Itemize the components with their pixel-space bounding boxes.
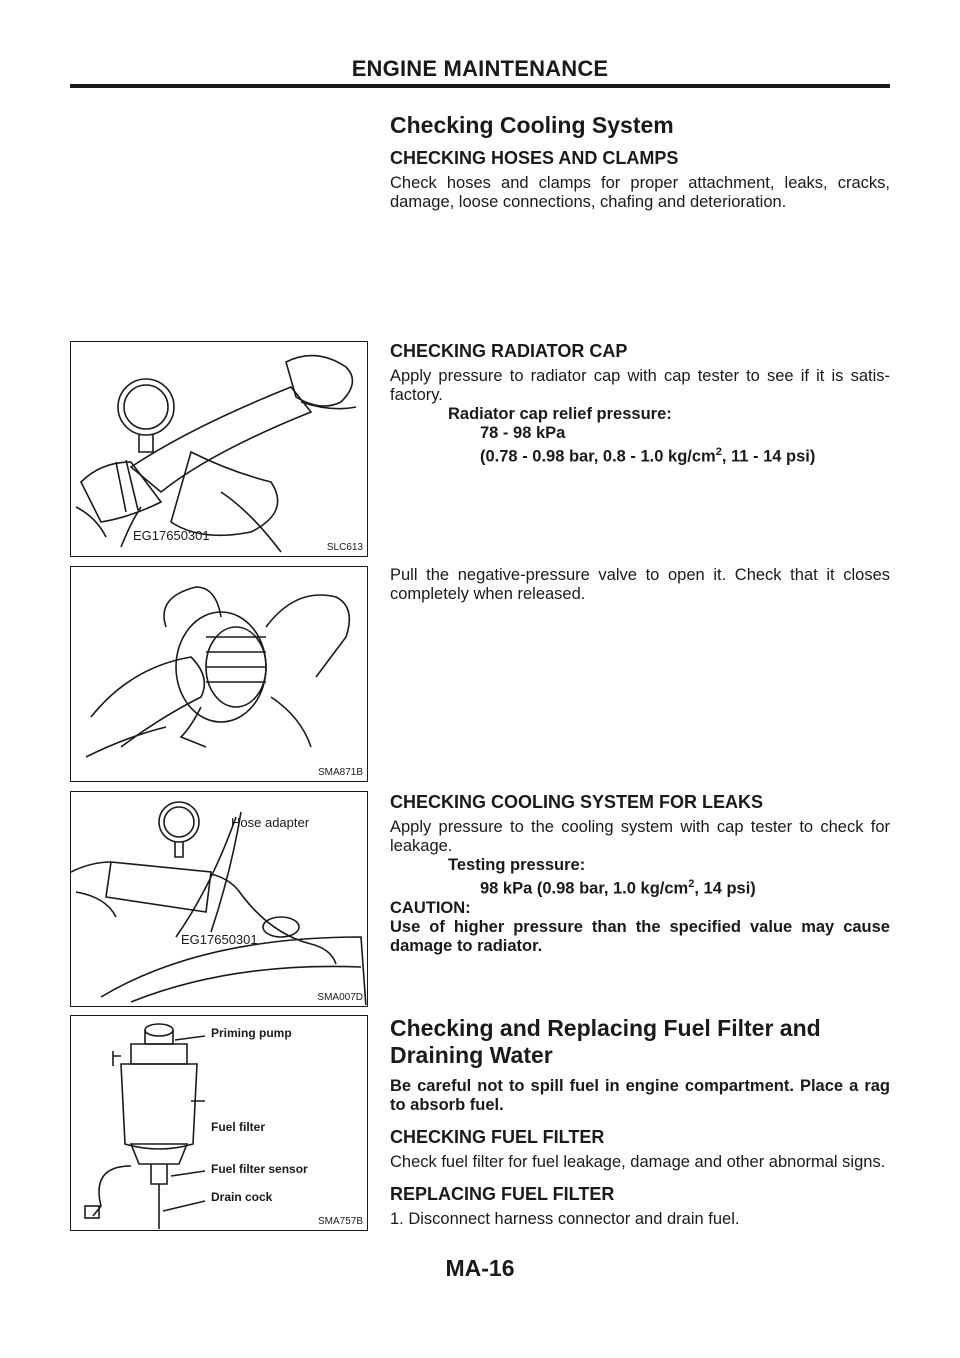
- figure-label-priming-pump: Priming pump: [211, 1026, 292, 1040]
- figure-hose-adapter-label: Hose adapter: [231, 815, 310, 830]
- spec-value-part: 98 kPa (0.98 bar, 1.0 kg/cm: [480, 879, 689, 898]
- fuel-warning: Be careful not to spill fuel in engine compartment. Place a rag to absorb fuel.: [390, 1077, 890, 1114]
- fuel-section-title-line2: Draining Water: [390, 1042, 553, 1068]
- replace-step-1: 1. Disconnect harness connector and drain fuel.: [390, 1210, 740, 1228]
- figure-radiator-cap-tester: [70, 341, 368, 557]
- radiator-cap-spec-label: Radiator cap relief pressure:: [448, 405, 672, 423]
- header-rule: [70, 84, 890, 88]
- figure-leak-test: [70, 791, 368, 1007]
- figure-fuel-filter: [70, 1015, 368, 1231]
- radiator-cap-block: [390, 340, 890, 467]
- page-header-title: ENGINE MAINTENANCE: [351, 56, 609, 81]
- figure-tool-label: EG17650301: [133, 528, 210, 543]
- section-title: Checking Cooling System: [390, 112, 674, 138]
- figure-tool-label: EG17650301: [181, 932, 258, 947]
- leaks-spec-value: [480, 875, 890, 899]
- leak-test-illustration: [71, 792, 367, 1005]
- hoses-text: Check hoses and clamps for proper attachment, leaks, cracks, damage, loose connections, chafing and deterioration.: [390, 174, 890, 211]
- radiator-cap-text: Apply pressure to radiator cap with cap tester to see if it is satis-factory.: [390, 367, 890, 404]
- leaks-text: Apply pressure to the cooling system with cap tester to check for leakage.: [390, 818, 890, 855]
- figure-negative-pressure-valve: [70, 566, 368, 782]
- leaks-block: [390, 791, 890, 956]
- figure-id: SMA757B: [317, 1216, 363, 1227]
- section-fuel-filter: [390, 1015, 890, 1229]
- spec-value-part: , 14 psi): [694, 879, 756, 898]
- negative-valve-illustration: [71, 567, 367, 780]
- caution-text: Use of higher pressure than the specified value may cause damage to radiator.: [390, 917, 890, 955]
- spec-detail-sup: 2: [715, 446, 722, 458]
- section-cooling-system: [390, 112, 890, 212]
- spec-detail-part: , 11 - 14 psi): [721, 447, 816, 466]
- negative-valve-block: [390, 566, 890, 604]
- check-fuel-filter-text: Check fuel filter for fuel leakage, damage and other abnormal signs.: [390, 1153, 886, 1171]
- radiator-cap-spec-value: 78 - 98 kPa: [480, 424, 566, 442]
- hoses-heading: CHECKING HOSES AND CLAMPS: [390, 148, 679, 168]
- leaks-heading: CHECKING COOLING SYSTEM FOR LEAKS: [390, 792, 764, 812]
- spec-detail-part: (0.78 - 0.98 bar, 0.8 - 1.0 kg/cm: [480, 447, 716, 466]
- figure-label-fuel-filter: Fuel filter: [211, 1120, 266, 1134]
- leaks-spec-label: Testing pressure:: [448, 856, 586, 874]
- fuel-section-title-line1: Checking and Replacing Fuel Filter and: [390, 1015, 821, 1041]
- figure-id: SMA871B: [317, 767, 363, 778]
- figure-id: SLC613: [326, 542, 363, 553]
- figure-label-drain-cock: Drain cock: [211, 1190, 273, 1204]
- figure-label-fuel-filter-sensor: Fuel filter sensor: [211, 1162, 308, 1176]
- radiator-cap-spec-detail: [480, 443, 890, 467]
- radiator-cap-tester-illustration: [71, 342, 367, 555]
- spec-value-sup: 2: [688, 878, 695, 890]
- page-number: MA-16: [445, 1255, 515, 1281]
- figure-id: SMA007D: [317, 992, 363, 1003]
- caution-label: CAUTION:: [390, 898, 471, 917]
- check-fuel-filter-heading: CHECKING FUEL FILTER: [390, 1127, 605, 1147]
- negative-valve-text: Pull the negative-pressure valve to open it. Check that it closes completely when released.: [390, 566, 890, 603]
- replace-fuel-filter-heading: REPLACING FUEL FILTER: [390, 1184, 615, 1204]
- radiator-cap-heading: CHECKING RADIATOR CAP: [390, 341, 628, 361]
